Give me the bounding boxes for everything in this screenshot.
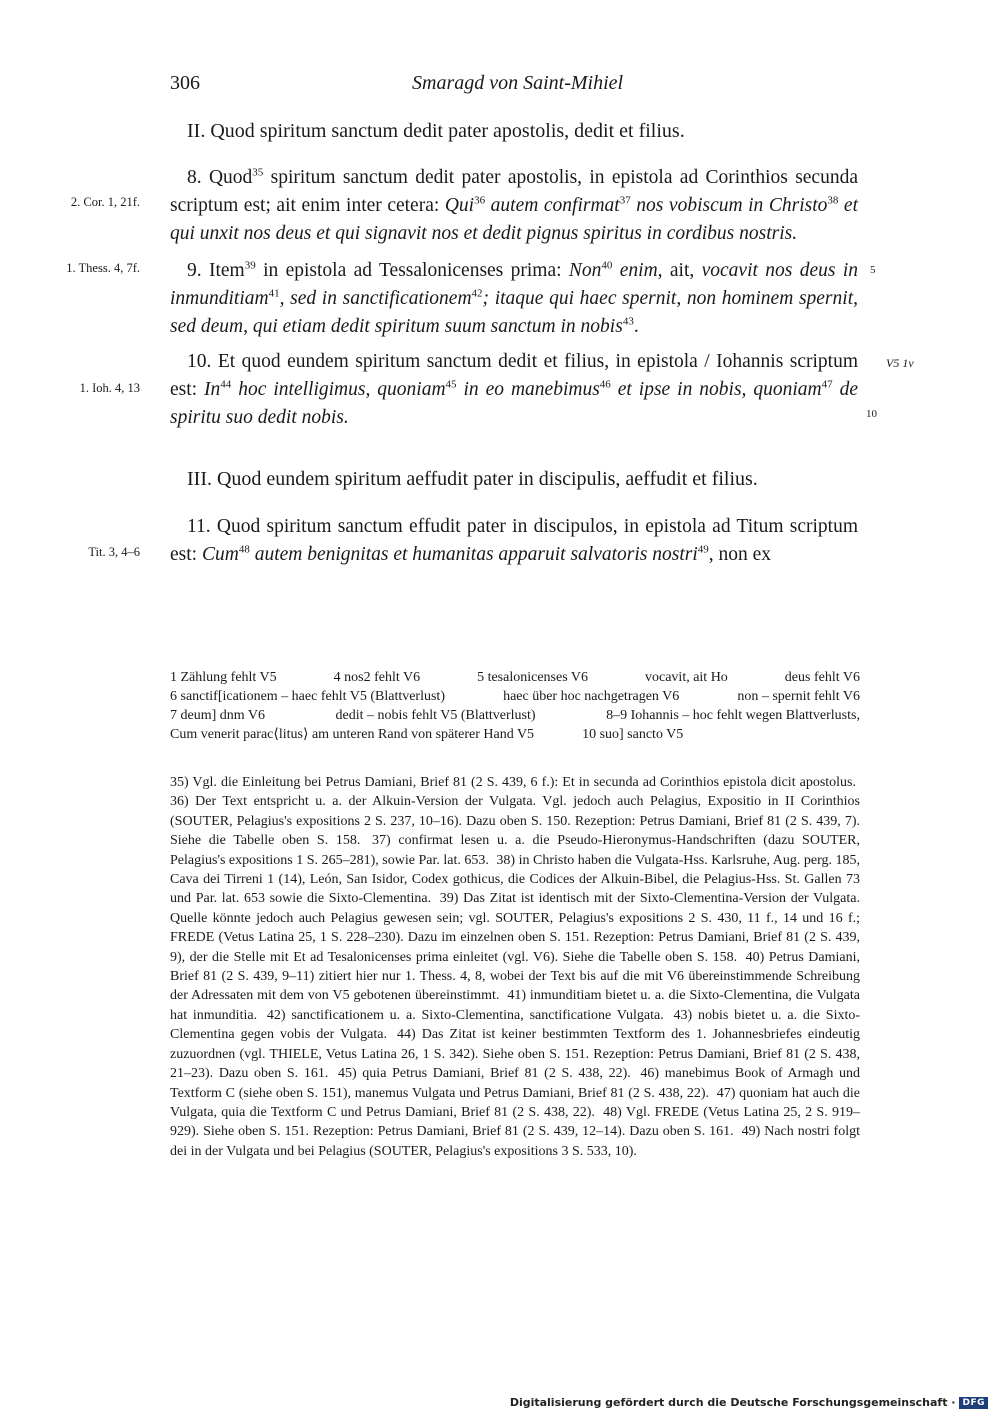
footnotes bbox=[170, 773, 860, 1161]
funding-footer bbox=[510, 1396, 988, 1409]
footnote: 37) confirmat lesen u. a. die Pseudo-Hieronymus-Handschriften (dazu SOUTER, Pelagius's expositions 1 S. 265–281), sowie Par. lat. 653. bbox=[170, 833, 860, 868]
footnote: 48) Vgl. FREDE (Vetus Latina 25, 2 S. 919–929). Siehe oben S. 151. Rezeption: Petrus Damiani, Brief 81 (2 S. 439, 12–14). Dazu oben S. 161. bbox=[170, 1104, 860, 1140]
section-heading-3: III. Quod eundem spiritum aeffudit pater in discipulis, aeffudit et filius. bbox=[187, 468, 758, 490]
footnote: 35) Vgl. die Einleitung bei Petrus Damiani, Brief 81 (2 S. 439, 6 f.): Et in secunda ad Corinthios epistola dicit apostolus. bbox=[170, 775, 856, 790]
paragraph-8: 8. Quod$^{35}$ spiritum sanctum dedit pater apostolis, in epistola ad Corinthios secunda scriptum est; ait enim inter cetera: Qui$^{36}$ autem confirmat$^{37}$ nos vobiscum in Christo$^{38}$ et qui unxit nos deus et qui signavit nos et dedit pignus spiritus in cordibus nostris. bbox=[170, 166, 859, 244]
footnote: 38) in Christo haben die Vulgata-Hss. Karlsruhe, Aug. perg. 185, Cava dei Tirreni 1 (14), León, San Isidor, Codex gothicus, die Codices der Alkuin-Bibel, die Pelagius-Hss. St. Gallen 73 und Par. lat. 653 sowie die Sixto-Clementina. bbox=[170, 852, 861, 907]
footnote: 41) inmunditiam bietet u. a. die Sixto-Clementina, die Vulgata hat inmunditia. bbox=[170, 988, 860, 1023]
footnote: 47) quoniam hat auch die Vulgata, quia die Textform C und Petrus Damiani, Brief 81 (2 S. 438, 22). bbox=[170, 1085, 860, 1120]
line-number: 5 bbox=[870, 264, 876, 276]
paragraph-11: 11. Quod spiritum sanctum effudit pater in discipulos, in epistola ad Titum scriptum est: Cum$^{48}$ autem benignitas et humanitas apparuit salvatoris nostri$^{49}$, non ex bbox=[170, 516, 858, 565]
footnote: 46) manebimus Book of Armagh und Textform C (siehe oben S. 151), manemus Vulgata und Petrus Damiani, Brief 81 (2 S. 438, 22). bbox=[170, 1066, 860, 1101]
margin-reference: 2. Cor. 1, 21f. bbox=[70, 195, 140, 209]
footnote: 43) nobis bietet u. a. die Sixto-Clementina gegen vobis der Vulgata. bbox=[170, 1007, 861, 1043]
footnote: 44) Das Zitat ist keiner bestimmten Textform des 1. Johannesbriefes eindeutig zuzuordnen (vgl. THIELE, Vetus Latina 26, 1 S. 342). Siehe oben S. 151. Rezeption: Petrus Damiani, Brief 81 (2 S. 438, 21–23). Dazu oben S. 161. bbox=[170, 1027, 861, 1082]
footnote: 36) Der Text entspricht u. a. der Alkuin-Version der Vulgata. Vgl. jedoch auch Pelagius, Expositio in II Corinthios (SOUTER, Pelagius's expositions 2 S. 237, 10–16). Dazu oben S. 150. Rezeption: Petrus Damiani, Brief 81 (2 S. 439, 7). Siehe die Tabelle oben S. 158. bbox=[170, 794, 860, 849]
critical-apparatus bbox=[170, 668, 860, 744]
apparatus-line: Cum venerit parac⟨litus⟩ am unteren Rand von späterer Hand V5 10 suo] sancto V5 bbox=[170, 727, 684, 742]
apparatus-line: 7 deum] dnm V6 dedit – nobis fehlt V5 (Blattverlust) 8–9 Iohannis – hoc fehlt wegen Blattverlusts, bbox=[170, 708, 860, 723]
folio-marker: V5 1v bbox=[886, 356, 914, 370]
dfg-logo: DFG bbox=[959, 1397, 988, 1409]
paragraph-10: 10. Et quod eundem spiritum sanctum dedit et filius, in epistola / Iohannis scriptum est: In$^{44}$ hoc intelligimus, quoniam$^{45}$ in eo manebimus$^{46}$ et ipse in nobis, quoniam$^{47}$ de spiritu suo dedit nobis. bbox=[170, 351, 858, 428]
page-number: 306 bbox=[170, 72, 200, 94]
paragraph-9: 9. Item$^{39}$ in epistola ad Tessalonicenses prima: Non$^{40}$ enim, ait, vocavit nos deus in inmunditiam$^{41}$, sed in sanctificationem$^{42}$; itaque qui haec spernit, non hominem spernit, sed deum, qui etiam dedit spiritum suum sanctum in nobis$^{43}$. bbox=[170, 259, 858, 337]
section-heading-2: II. Quod spiritum sanctum dedit pater apostolis, dedit et filius. bbox=[187, 120, 685, 142]
margin-reference: 1. Thess. 4, 7f. bbox=[66, 261, 140, 275]
footnote: 40) Petrus Damiani, Brief 81 (2 S. 439, 9–11) zitiert hier nur 1. Thess. 4, 8, wobei der Text bis auf die mit V6 übereinstimmende Schreibung der Adressaten mit dem von V5 gebotenen übereinstimmt. bbox=[170, 949, 860, 1004]
funding-text: Digitalisierung gefördert durch die Deutsche Forschungsgemeinschaft · bbox=[509, 1396, 956, 1409]
footnote: 45) quia Petrus Damiani, Brief 81 (2 S. 438, 22). bbox=[337, 1066, 631, 1082]
running-title: Smaragd von Saint-Mihiel bbox=[412, 72, 624, 94]
footnote: 49) Nach nostri folgt dei in der Vulgata und bei Pelagius (SOUTER, Pelagius's expositions 3 S. 533, 10). bbox=[170, 1124, 861, 1159]
margin-reference: 1. Ioh. 4, 13 bbox=[79, 381, 140, 395]
apparatus-line: 6 sanctif[icationem – haec fehlt V5 (Blattverlust) haec über hoc nachgetragen V6 non – spernit fehlt V6 bbox=[170, 689, 860, 704]
footnote: 39) Das Zitat ist identisch mit der Sixto-Clementina-Version der Vulgata. Quelle könnte jedoch auch Pelagius gewesen sein; vgl. SOUTER, Pelagius's expositions 2 S. 430, 11 f., 14 und 16 f.; FREDE (Vetus Latina 25, 1 S. 228–230). Dazu im einzelnen oben S. 151. Rezeption: Petrus Damiani, Brief 81 (2 S. 439, 9), der die Stelle mit Et ad Tesalonicenses prima einleitet (vgl. V6). Siehe die Tabelle oben S. 158. bbox=[170, 891, 860, 965]
margin-reference: Tit. 3, 4–6 bbox=[88, 545, 140, 559]
footnote: 42) sanctificationem u. a. Sixto-Clementina, sanctificatione Vulgata. bbox=[266, 1007, 664, 1023]
apparatus-line: 1 Zählung fehlt V5 4 nos2 fehlt V6 5 tesalonicenses V6 vocavit, ait Ho deus fehlt V6 bbox=[170, 670, 860, 685]
line-number: 10 bbox=[866, 408, 877, 420]
